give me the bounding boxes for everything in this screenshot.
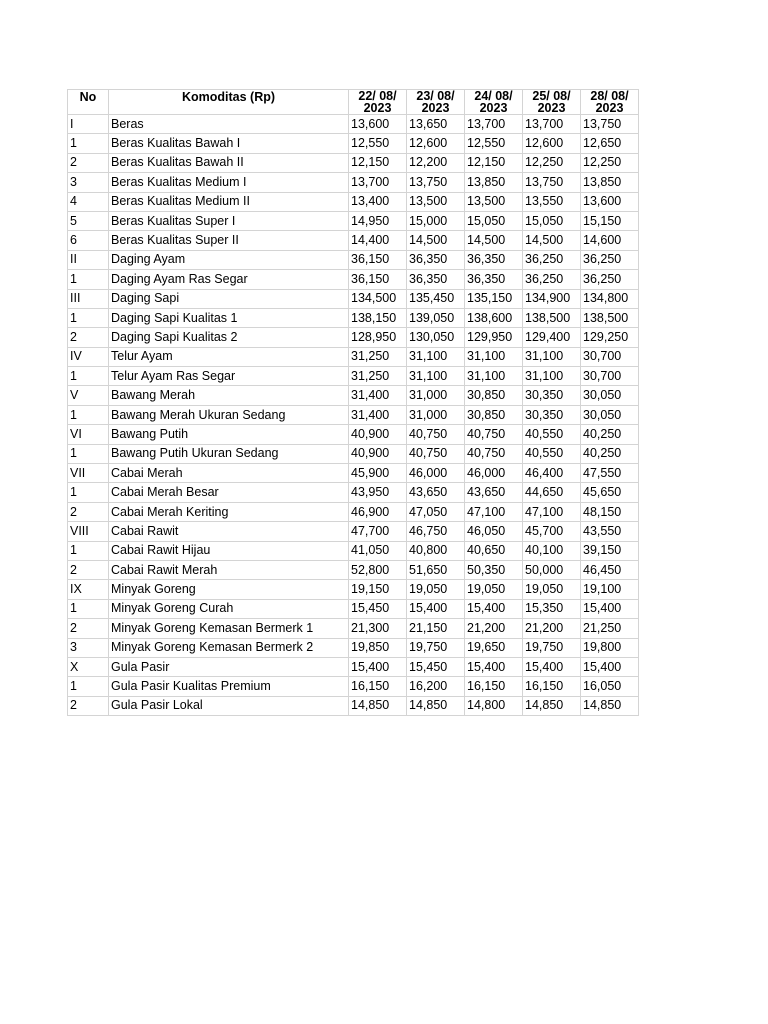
row-price: 16,200 xyxy=(407,677,465,696)
row-price: 36,150 xyxy=(349,250,407,269)
row-price: 15,000 xyxy=(407,211,465,230)
row-price: 46,000 xyxy=(465,464,523,483)
row-commodity: Cabai Merah Besar xyxy=(109,483,349,502)
row-no: 3 xyxy=(68,173,109,192)
row-price: 14,500 xyxy=(407,231,465,250)
row-price: 138,150 xyxy=(349,308,407,327)
row-price: 138,500 xyxy=(581,308,639,327)
row-price: 135,150 xyxy=(465,289,523,308)
row-no: 2 xyxy=(68,328,109,347)
row-price: 12,650 xyxy=(581,134,639,153)
table-row xyxy=(68,347,639,366)
table-row xyxy=(68,250,639,269)
row-commodity: Minyak Goreng Kemasan Bermerk 1 xyxy=(109,619,349,638)
header-date: 23/ 08/ 2023 xyxy=(407,90,465,115)
row-no: VIII xyxy=(68,522,109,541)
table-row xyxy=(68,192,639,211)
row-price: 43,650 xyxy=(407,483,465,502)
row-no: 2 xyxy=(68,502,109,521)
row-commodity: Cabai Rawit xyxy=(109,522,349,541)
row-price: 12,600 xyxy=(523,134,581,153)
row-price: 46,050 xyxy=(465,522,523,541)
row-price: 36,350 xyxy=(465,270,523,289)
row-price: 40,250 xyxy=(581,444,639,463)
row-price: 31,400 xyxy=(349,405,407,424)
row-price: 12,150 xyxy=(465,153,523,172)
row-price: 129,950 xyxy=(465,328,523,347)
row-price: 21,200 xyxy=(523,619,581,638)
row-price: 51,650 xyxy=(407,560,465,579)
row-price: 130,050 xyxy=(407,328,465,347)
table-row xyxy=(68,270,639,289)
row-price: 14,500 xyxy=(465,231,523,250)
header-date: 25/ 08/ 2023 xyxy=(523,90,581,115)
row-price: 13,600 xyxy=(581,192,639,211)
header-date: 22/ 08/ 2023 xyxy=(349,90,407,115)
row-price: 15,400 xyxy=(465,657,523,676)
row-price: 19,750 xyxy=(407,638,465,657)
row-price: 47,100 xyxy=(465,502,523,521)
row-price: 47,700 xyxy=(349,522,407,541)
row-commodity: Daging Ayam xyxy=(109,250,349,269)
row-price: 129,250 xyxy=(581,328,639,347)
row-price: 36,250 xyxy=(581,250,639,269)
row-commodity: Cabai Merah xyxy=(109,464,349,483)
row-no: 1 xyxy=(68,367,109,386)
row-price: 21,200 xyxy=(465,619,523,638)
row-commodity: Gula Pasir xyxy=(109,657,349,676)
row-price: 15,350 xyxy=(523,599,581,618)
row-price: 15,400 xyxy=(407,599,465,618)
row-commodity: Beras Kualitas Bawah II xyxy=(109,153,349,172)
row-price: 14,800 xyxy=(465,696,523,715)
table-row xyxy=(68,464,639,483)
row-no: 1 xyxy=(68,308,109,327)
row-price: 138,600 xyxy=(465,308,523,327)
row-price: 21,300 xyxy=(349,619,407,638)
row-commodity: Daging Ayam Ras Segar xyxy=(109,270,349,289)
row-price: 13,650 xyxy=(407,115,465,134)
row-price: 134,900 xyxy=(523,289,581,308)
row-price: 16,150 xyxy=(349,677,407,696)
row-no: III xyxy=(68,289,109,308)
row-commodity: Bawang Merah xyxy=(109,386,349,405)
row-price: 12,550 xyxy=(465,134,523,153)
row-price: 12,200 xyxy=(407,153,465,172)
row-price: 30,050 xyxy=(581,405,639,424)
row-price: 31,100 xyxy=(523,367,581,386)
row-commodity: Daging Sapi Kualitas 2 xyxy=(109,328,349,347)
row-price: 19,050 xyxy=(407,580,465,599)
row-no: IV xyxy=(68,347,109,366)
row-price: 15,400 xyxy=(581,657,639,676)
row-price: 128,950 xyxy=(349,328,407,347)
row-no: 1 xyxy=(68,599,109,618)
row-commodity: Gula Pasir Kualitas Premium xyxy=(109,677,349,696)
row-no: 2 xyxy=(68,560,109,579)
row-no: 3 xyxy=(68,638,109,657)
row-price: 13,700 xyxy=(465,115,523,134)
table-row xyxy=(68,541,639,560)
row-price: 31,250 xyxy=(349,367,407,386)
row-no: VI xyxy=(68,425,109,444)
row-price: 40,800 xyxy=(407,541,465,560)
row-price: 12,550 xyxy=(349,134,407,153)
row-no: I xyxy=(68,115,109,134)
row-commodity: Cabai Rawit Merah xyxy=(109,560,349,579)
row-price: 46,400 xyxy=(523,464,581,483)
row-no: 1 xyxy=(68,405,109,424)
row-commodity: Daging Sapi Kualitas 1 xyxy=(109,308,349,327)
table-row xyxy=(68,386,639,405)
row-price: 48,150 xyxy=(581,502,639,521)
row-price: 31,100 xyxy=(523,347,581,366)
row-price: 40,750 xyxy=(465,425,523,444)
row-no: II xyxy=(68,250,109,269)
row-commodity: Minyak Goreng xyxy=(109,580,349,599)
row-commodity: Bawang Merah Ukuran Sedang xyxy=(109,405,349,424)
row-commodity: Minyak Goreng Curah xyxy=(109,599,349,618)
row-price: 13,850 xyxy=(581,173,639,192)
row-price: 40,550 xyxy=(523,425,581,444)
header-date: 24/ 08/ 2023 xyxy=(465,90,523,115)
row-price: 45,650 xyxy=(581,483,639,502)
row-no: 1 xyxy=(68,483,109,502)
row-price: 47,100 xyxy=(523,502,581,521)
row-no: 1 xyxy=(68,134,109,153)
row-no: V xyxy=(68,386,109,405)
row-price: 19,100 xyxy=(581,580,639,599)
row-price: 15,150 xyxy=(581,211,639,230)
row-price: 50,350 xyxy=(465,560,523,579)
row-price: 43,650 xyxy=(465,483,523,502)
row-price: 16,150 xyxy=(523,677,581,696)
row-price: 13,750 xyxy=(581,115,639,134)
row-price: 21,150 xyxy=(407,619,465,638)
row-no: VII xyxy=(68,464,109,483)
row-price: 31,100 xyxy=(407,347,465,366)
table-row xyxy=(68,211,639,230)
row-price: 13,500 xyxy=(465,192,523,211)
row-no: 5 xyxy=(68,211,109,230)
row-price: 21,250 xyxy=(581,619,639,638)
row-no: 2 xyxy=(68,153,109,172)
row-price: 139,050 xyxy=(407,308,465,327)
row-no: 1 xyxy=(68,270,109,289)
row-commodity: Gula Pasir Lokal xyxy=(109,696,349,715)
row-price: 30,850 xyxy=(465,386,523,405)
row-price: 14,850 xyxy=(523,696,581,715)
row-price: 43,550 xyxy=(581,522,639,541)
price-table xyxy=(67,89,639,716)
table-row xyxy=(68,134,639,153)
row-price: 15,050 xyxy=(523,211,581,230)
row-price: 40,750 xyxy=(407,444,465,463)
row-no: IX xyxy=(68,580,109,599)
row-price: 31,000 xyxy=(407,386,465,405)
table-row xyxy=(68,173,639,192)
table-row xyxy=(68,425,639,444)
row-price: 50,000 xyxy=(523,560,581,579)
row-price: 15,050 xyxy=(465,211,523,230)
row-price: 30,050 xyxy=(581,386,639,405)
row-commodity: Minyak Goreng Kemasan Bermerk 2 xyxy=(109,638,349,657)
row-price: 13,750 xyxy=(407,173,465,192)
row-price: 13,500 xyxy=(407,192,465,211)
table-row xyxy=(68,483,639,502)
table-row xyxy=(68,444,639,463)
table-row xyxy=(68,153,639,172)
row-no: 1 xyxy=(68,541,109,560)
row-price: 36,250 xyxy=(523,270,581,289)
row-price: 39,150 xyxy=(581,541,639,560)
row-price: 31,250 xyxy=(349,347,407,366)
row-commodity: Telur Ayam Ras Segar xyxy=(109,367,349,386)
row-price: 12,250 xyxy=(581,153,639,172)
row-no: 1 xyxy=(68,444,109,463)
row-price: 30,350 xyxy=(523,386,581,405)
row-price: 30,350 xyxy=(523,405,581,424)
row-price: 135,450 xyxy=(407,289,465,308)
row-commodity: Telur Ayam xyxy=(109,347,349,366)
row-price: 19,050 xyxy=(523,580,581,599)
row-price: 12,150 xyxy=(349,153,407,172)
row-price: 16,050 xyxy=(581,677,639,696)
row-commodity: Beras Kualitas Super I xyxy=(109,211,349,230)
row-price: 138,500 xyxy=(523,308,581,327)
row-price: 36,350 xyxy=(407,250,465,269)
row-price: 40,750 xyxy=(407,425,465,444)
table-row xyxy=(68,657,639,676)
row-price: 30,850 xyxy=(465,405,523,424)
row-commodity: Daging Sapi xyxy=(109,289,349,308)
row-price: 31,100 xyxy=(465,367,523,386)
row-price: 36,250 xyxy=(523,250,581,269)
row-price: 31,100 xyxy=(465,347,523,366)
row-price: 15,450 xyxy=(407,657,465,676)
row-price: 14,500 xyxy=(523,231,581,250)
header-no: No xyxy=(68,90,109,115)
table-row xyxy=(68,328,639,347)
table-row xyxy=(68,599,639,618)
row-commodity: Beras Kualitas Medium I xyxy=(109,173,349,192)
table-row xyxy=(68,696,639,715)
row-price: 43,950 xyxy=(349,483,407,502)
row-price: 19,800 xyxy=(581,638,639,657)
table-row xyxy=(68,405,639,424)
row-price: 13,400 xyxy=(349,192,407,211)
row-price: 31,000 xyxy=(407,405,465,424)
row-no: 1 xyxy=(68,677,109,696)
row-price: 31,400 xyxy=(349,386,407,405)
row-commodity: Beras Kualitas Super II xyxy=(109,231,349,250)
row-price: 46,900 xyxy=(349,502,407,521)
row-price: 30,700 xyxy=(581,347,639,366)
row-price: 40,900 xyxy=(349,425,407,444)
row-price: 13,850 xyxy=(465,173,523,192)
row-price: 19,750 xyxy=(523,638,581,657)
row-price: 31,100 xyxy=(407,367,465,386)
table-row xyxy=(68,522,639,541)
row-commodity: Beras xyxy=(109,115,349,134)
row-price: 12,600 xyxy=(407,134,465,153)
row-no: X xyxy=(68,657,109,676)
row-price: 14,400 xyxy=(349,231,407,250)
row-price: 30,700 xyxy=(581,367,639,386)
row-price: 12,250 xyxy=(523,153,581,172)
row-price: 46,450 xyxy=(581,560,639,579)
row-price: 41,050 xyxy=(349,541,407,560)
row-price: 40,750 xyxy=(465,444,523,463)
row-commodity: Bawang Putih Ukuran Sedang xyxy=(109,444,349,463)
row-commodity: Bawang Putih xyxy=(109,425,349,444)
row-price: 13,700 xyxy=(523,115,581,134)
row-price: 47,550 xyxy=(581,464,639,483)
row-price: 19,150 xyxy=(349,580,407,599)
row-price: 47,050 xyxy=(407,502,465,521)
row-price: 36,350 xyxy=(407,270,465,289)
table-row xyxy=(68,115,639,134)
row-price: 14,850 xyxy=(407,696,465,715)
row-price: 40,650 xyxy=(465,541,523,560)
row-price: 14,850 xyxy=(581,696,639,715)
row-price: 129,400 xyxy=(523,328,581,347)
table-row xyxy=(68,638,639,657)
row-price: 19,850 xyxy=(349,638,407,657)
header-date: 28/ 08/ 2023 xyxy=(581,90,639,115)
row-price: 13,550 xyxy=(523,192,581,211)
row-price: 15,400 xyxy=(581,599,639,618)
row-no: 6 xyxy=(68,231,109,250)
row-price: 52,800 xyxy=(349,560,407,579)
header-komoditas: Komoditas (Rp) xyxy=(109,90,349,115)
row-price: 19,050 xyxy=(465,580,523,599)
table-row xyxy=(68,231,639,250)
row-price: 36,350 xyxy=(465,250,523,269)
row-price: 15,400 xyxy=(523,657,581,676)
row-commodity: Beras Kualitas Medium II xyxy=(109,192,349,211)
row-price: 45,900 xyxy=(349,464,407,483)
row-price: 14,600 xyxy=(581,231,639,250)
row-no: 2 xyxy=(68,696,109,715)
row-price: 134,800 xyxy=(581,289,639,308)
table-row xyxy=(68,502,639,521)
row-price: 16,150 xyxy=(465,677,523,696)
table-row xyxy=(68,289,639,308)
row-price: 19,650 xyxy=(465,638,523,657)
row-commodity: Beras Kualitas Bawah I xyxy=(109,134,349,153)
table-row xyxy=(68,308,639,327)
row-price: 45,700 xyxy=(523,522,581,541)
row-commodity: Cabai Merah Keriting xyxy=(109,502,349,521)
row-price: 15,400 xyxy=(465,599,523,618)
row-price: 40,900 xyxy=(349,444,407,463)
row-price: 15,450 xyxy=(349,599,407,618)
table-row xyxy=(68,580,639,599)
row-price: 14,850 xyxy=(349,696,407,715)
row-price: 36,150 xyxy=(349,270,407,289)
table-body xyxy=(68,115,639,716)
row-price: 40,250 xyxy=(581,425,639,444)
row-price: 134,500 xyxy=(349,289,407,308)
row-price: 40,100 xyxy=(523,541,581,560)
row-no: 4 xyxy=(68,192,109,211)
table-row xyxy=(68,367,639,386)
row-no: 2 xyxy=(68,619,109,638)
row-price: 13,600 xyxy=(349,115,407,134)
row-price: 44,650 xyxy=(523,483,581,502)
header-row xyxy=(68,90,639,115)
row-price: 40,550 xyxy=(523,444,581,463)
row-price: 14,950 xyxy=(349,211,407,230)
row-price: 46,750 xyxy=(407,522,465,541)
table-row xyxy=(68,560,639,579)
row-price: 46,000 xyxy=(407,464,465,483)
row-price: 36,250 xyxy=(581,270,639,289)
row-price: 13,750 xyxy=(523,173,581,192)
table-row xyxy=(68,619,639,638)
table-row xyxy=(68,677,639,696)
row-commodity: Cabai Rawit Hijau xyxy=(109,541,349,560)
row-price: 13,700 xyxy=(349,173,407,192)
row-price: 15,400 xyxy=(349,657,407,676)
